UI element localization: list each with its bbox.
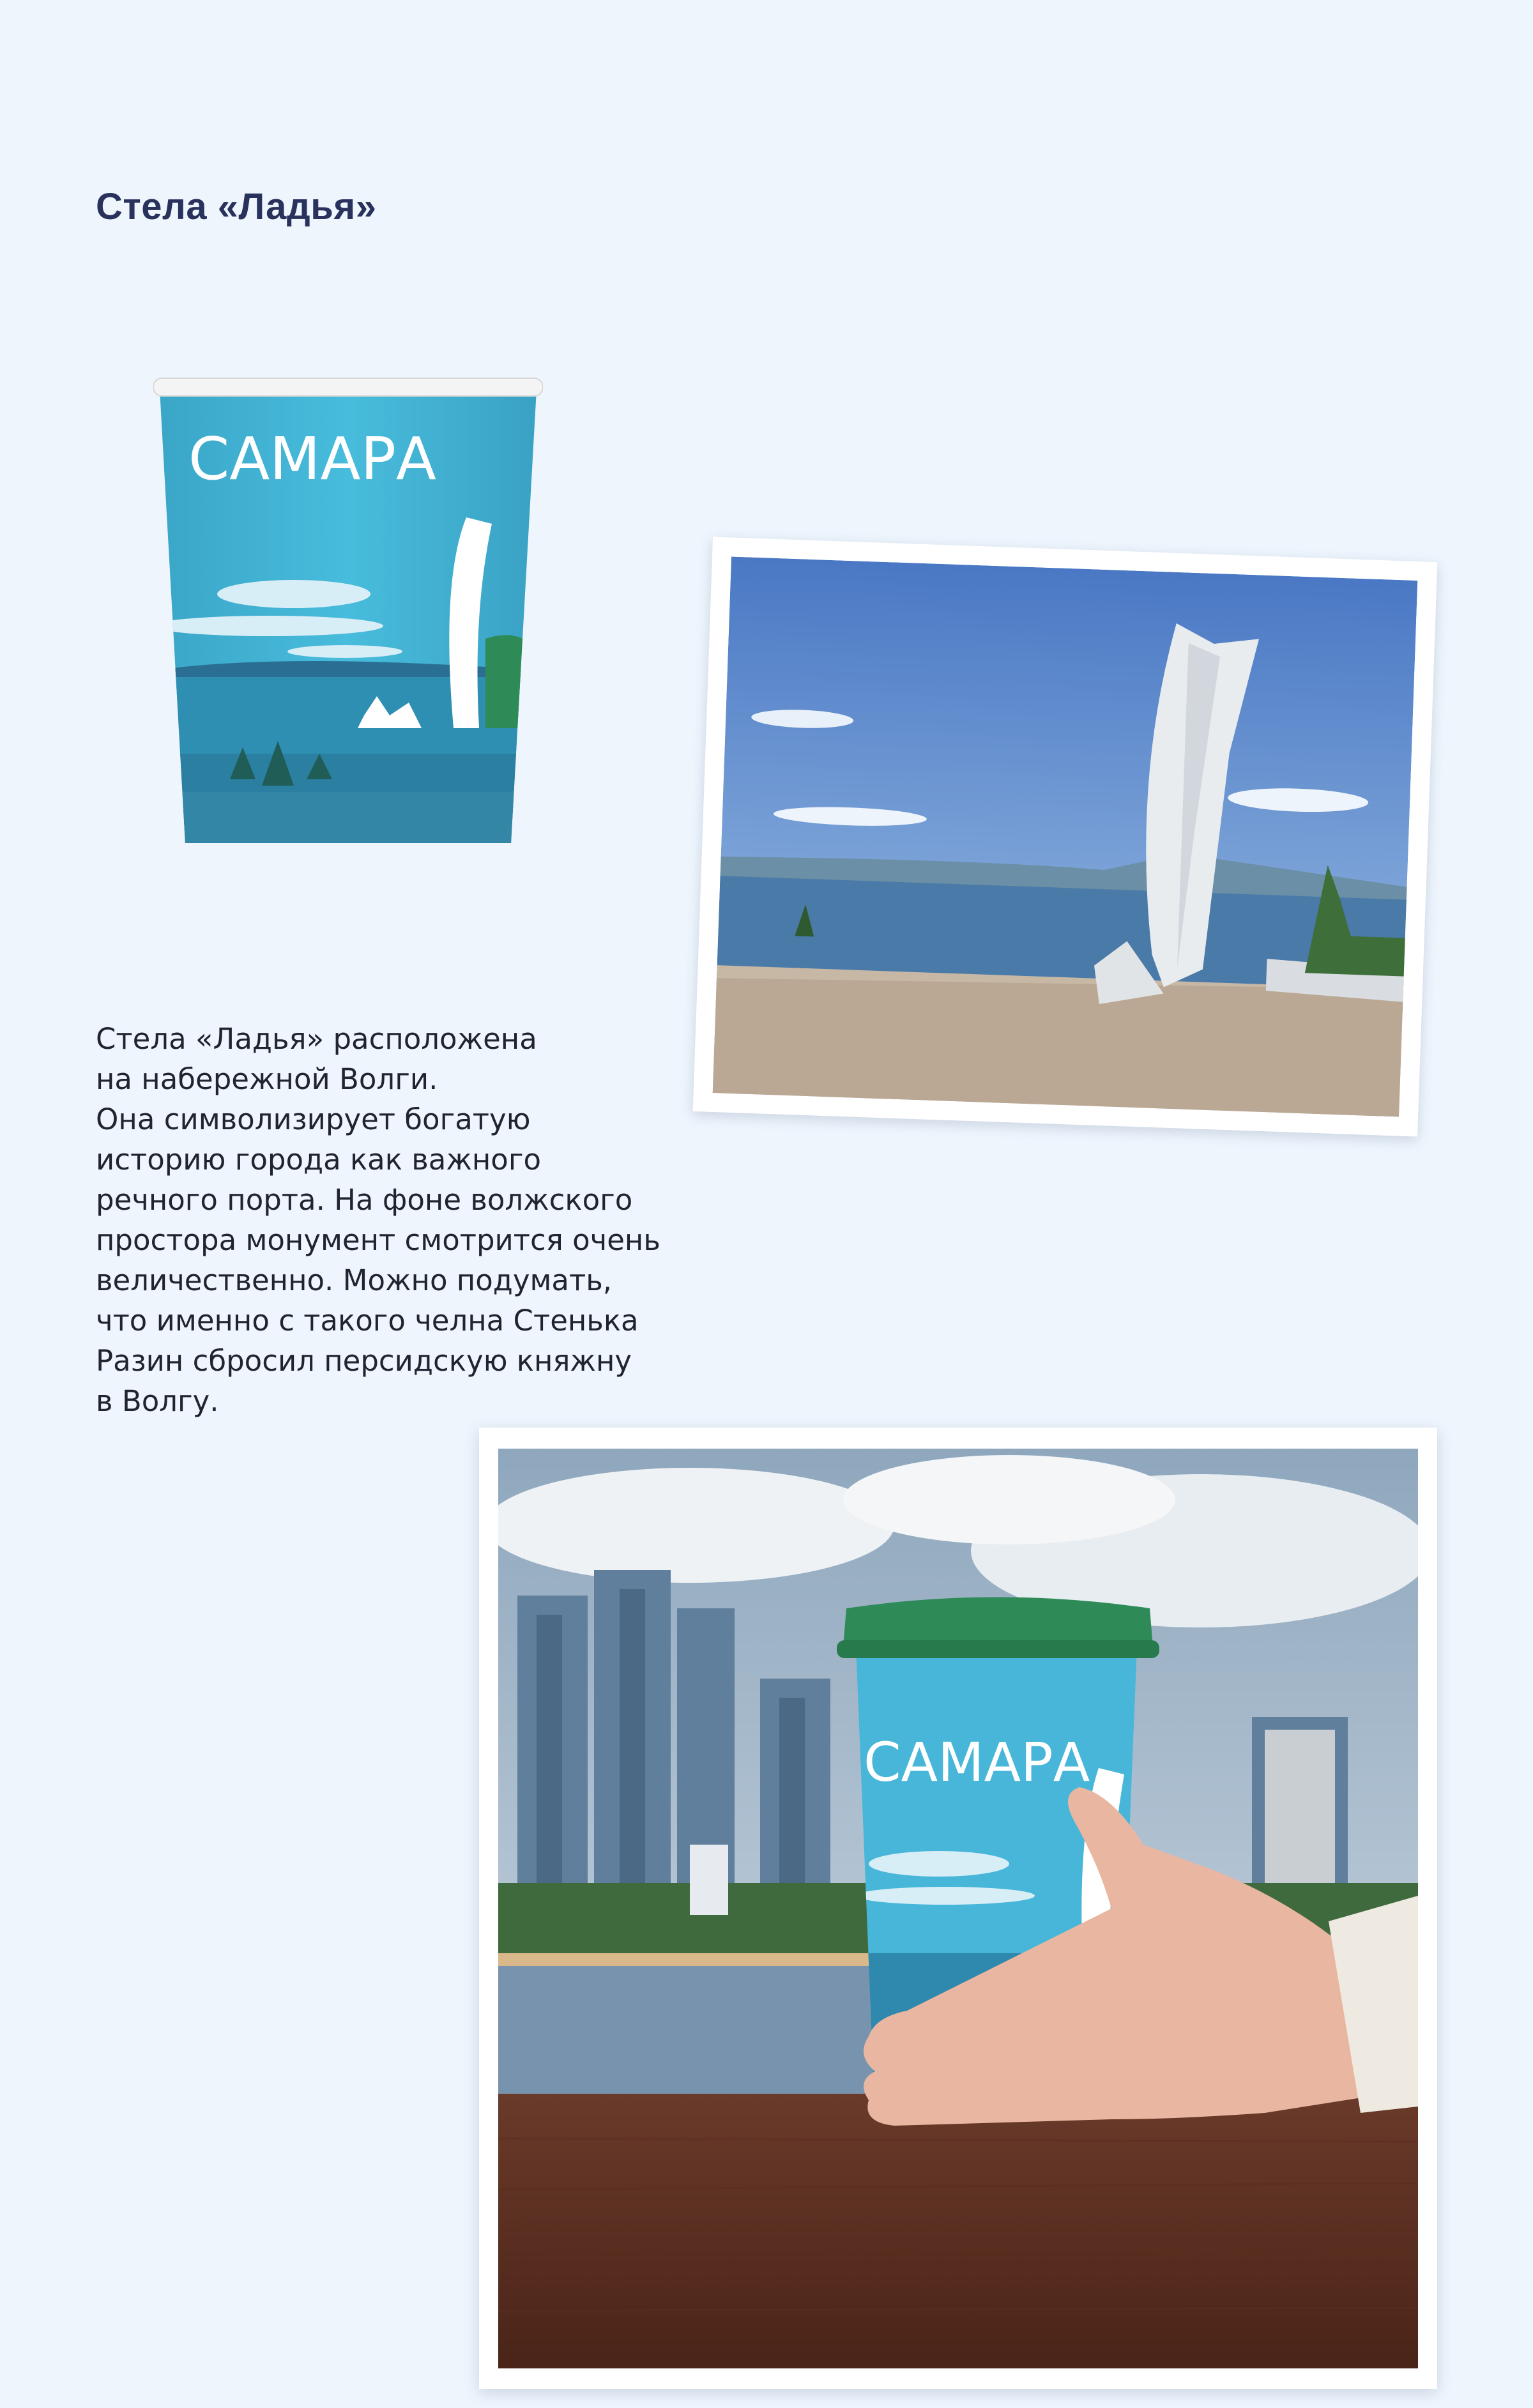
lifestyle-photo-card <box>479 1428 1437 2389</box>
stele-photo-card <box>693 537 1438 1136</box>
cup-city-label: САМАРА <box>188 425 436 493</box>
cup-mockup-image <box>153 370 543 856</box>
scene-cup-city-label: САМАРА <box>864 1731 1090 1794</box>
stele-photo <box>713 556 1418 1116</box>
stele-description: Стела «Ладья» расположена на набережной Волги. Она символизирует богатую историю города как важного речного порта. На фоне волжского простора монумент смотрится очень величественно. Можно подумать, что именно с такого челна Стенька Разин сбросил персидскую княжну в Волгу. <box>96 1022 660 1418</box>
lifestyle-photo <box>498 1449 1418 2368</box>
page-title: Стела «Ладья» <box>96 186 377 227</box>
